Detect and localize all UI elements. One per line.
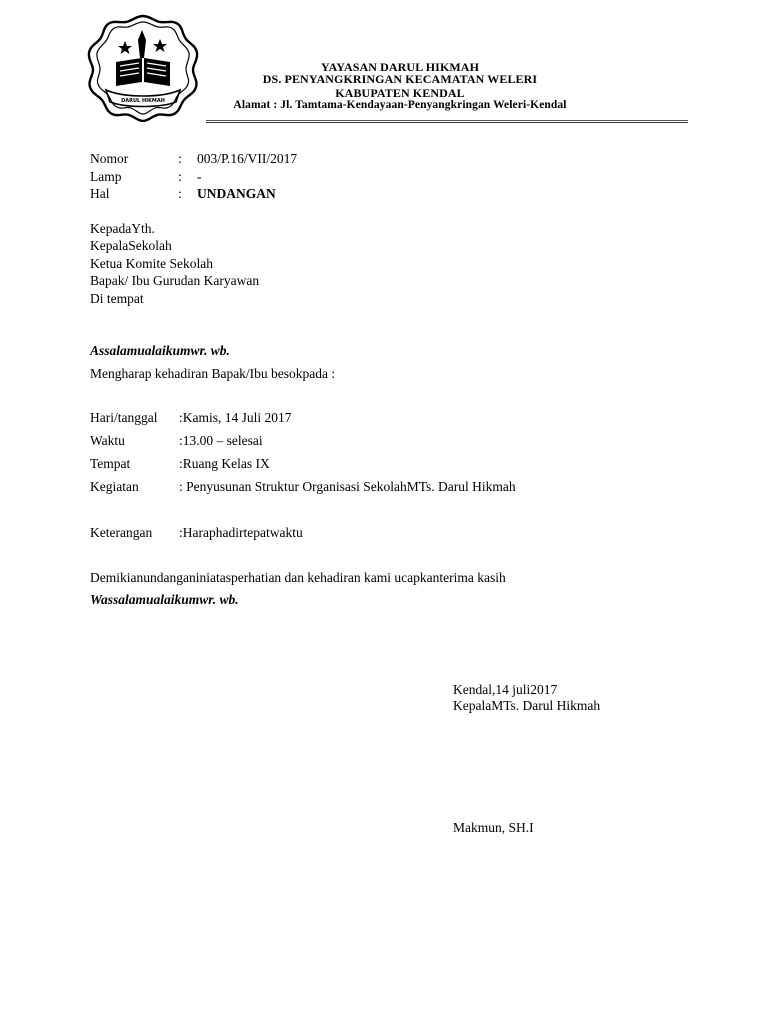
ref-colon: :	[178, 151, 182, 166]
detail-label-activity: Kegiatan	[90, 479, 139, 494]
detail-value-place: :Ruang Kelas IX	[179, 456, 270, 471]
signature-place-date: Kendal,14 juli2017	[453, 682, 558, 697]
closing-text: Demikianundanganiniatasperhatian dan kehadiran kami ucapkanterima kasih	[90, 570, 506, 585]
detail-label-date: Hari/tanggal	[90, 410, 158, 425]
farewell: Wassalamualaikumwr. wb.	[90, 592, 239, 607]
detail-value-date: :Kamis, 14 Juli 2017	[179, 410, 292, 425]
signature-name: Makmun, SH.I	[453, 820, 534, 835]
org-name: YAYASAN DARUL HIKMAH	[320, 60, 480, 74]
recipient-line: KepadaYth.	[90, 221, 155, 236]
detail-label-place: Tempat	[90, 456, 131, 471]
ref-value-hal: UNDANGAN	[197, 186, 276, 201]
org-village: DS. PENYANGKRINGAN KECAMATAN WELERI	[262, 72, 538, 86]
ref-colon: :	[178, 186, 182, 201]
detail-value-time: :13.00 – selesai	[179, 433, 263, 448]
ref-label-lamp: Lamp	[90, 169, 122, 184]
recipient-line: KepalaSekolah	[90, 238, 172, 253]
org-address: Alamat : Jl. Tamtama-Kendayaan-Penyangkringan Weleri-Kendal	[233, 99, 567, 111]
ref-value-nomor: 003/P.16/VII/2017	[197, 151, 298, 166]
recipient-line: Di tempat	[90, 291, 144, 306]
logo-star-left	[118, 41, 132, 54]
header-divider	[206, 120, 688, 123]
detail-value-activity: : Penyusunan Struktur Organisasi SekolahMTs. Darul Hikmah	[179, 479, 516, 494]
logo-banner-text: DARUL HIKMAH	[121, 98, 165, 104]
ref-value-lamp: -	[197, 169, 202, 184]
note-label: Keterangan	[90, 525, 153, 540]
intro-text: Mengharap kehadiran Bapak/Ibu besokpada :	[90, 366, 336, 381]
logo-star-right	[153, 39, 167, 52]
org-regency: KABUPATEN KENDAL	[335, 86, 465, 100]
ref-label-hal: Hal	[90, 186, 110, 201]
recipient-line: Ketua Komite Sekolah	[90, 256, 213, 271]
ref-colon: :	[178, 169, 182, 184]
detail-label-time: Waktu	[90, 433, 125, 448]
greeting: Assalamualaikumwr. wb.	[90, 343, 230, 358]
ref-label-nomor: Nomor	[90, 151, 129, 166]
recipient-line: Bapak/ Ibu Gurudan Karyawan	[90, 273, 260, 288]
signature-position: KepalaMTs. Darul Hikmah	[453, 698, 601, 713]
logo-quill	[138, 30, 146, 58]
note-value: :Haraphadirtepatwaktu	[179, 525, 303, 540]
